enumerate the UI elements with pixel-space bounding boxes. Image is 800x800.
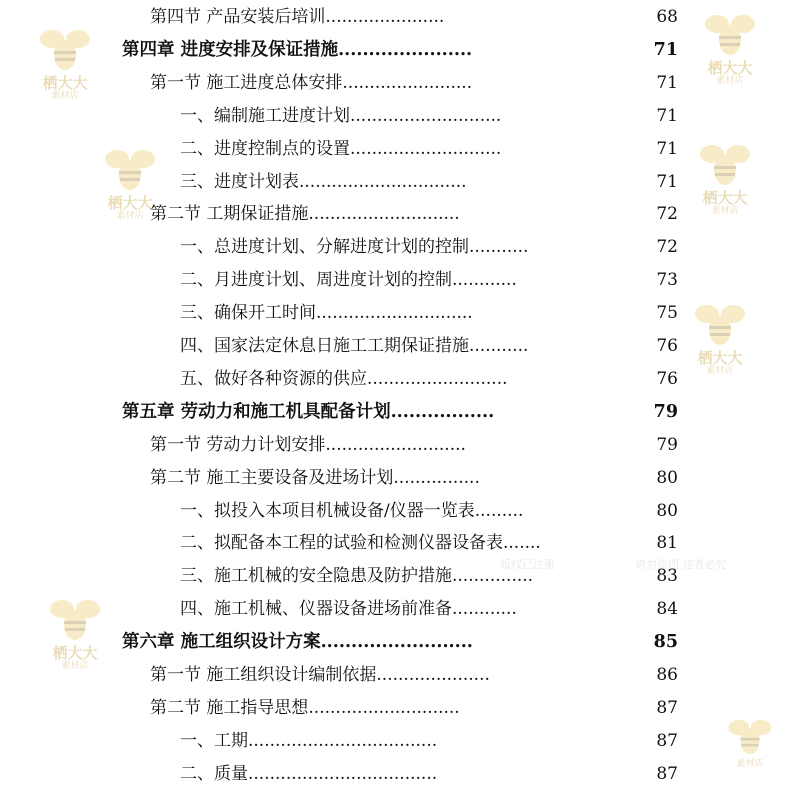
watermark-sub: 素材店	[116, 211, 144, 221]
toc-entry-title: 第二节 工期保证措施............................	[150, 204, 460, 225]
toc-page-number: 71	[656, 72, 678, 93]
watermark-brand: 栖大大	[52, 644, 98, 662]
toc-subsection-row[interactable]	[0, 133, 800, 166]
toc-page-number: 80	[656, 467, 678, 488]
watermark-brand: 栖大大	[107, 194, 153, 212]
toc-entry-title: 第六章 施工组织设计方案.........................	[122, 632, 473, 653]
toc-page-number: 76	[656, 336, 678, 356]
toc-subsection-row[interactable]	[0, 560, 800, 593]
toc-entry-title: 一、工期...................................	[180, 730, 438, 751]
watermark-sub: 素材店	[711, 206, 739, 216]
toc-page-number: 87	[656, 763, 678, 784]
toc-subsection-row[interactable]	[0, 330, 800, 363]
toc-subsection-row[interactable]	[0, 297, 800, 330]
toc-page-number: 75	[656, 303, 678, 324]
watermark-sub: 素材店	[51, 91, 79, 101]
toc-entry-title: 第五章 劳动力和施工机具配备计划.................	[122, 401, 495, 422]
toc-section-row[interactable]	[0, 692, 800, 725]
watermark-brand: 栖大大	[697, 349, 743, 367]
toc-page-number: 84	[656, 599, 678, 620]
toc-subsection-row[interactable]	[0, 166, 800, 199]
toc-entry-title: 一、拟投入本项目机械设备/仪器一览表.........	[180, 500, 524, 521]
watermark-notice-1: 版权已注册	[500, 558, 555, 571]
toc-subsection-row[interactable]	[0, 264, 800, 297]
toc-subsection-row[interactable]	[0, 758, 800, 791]
toc-entry-title: 三、进度计划表...............................	[180, 171, 467, 192]
toc-page-number: 87	[656, 697, 678, 718]
watermark-brand: 栖大大	[702, 189, 748, 207]
toc-entry-title: 五、做好各种资源的供应..........................	[180, 368, 508, 389]
toc-page-number: 86	[656, 665, 678, 685]
toc-entry-title: 四、施工机械、仪器设备进场前准备............	[180, 599, 517, 620]
toc-entry-title: 二、质量...................................	[180, 763, 438, 784]
toc-section-row[interactable]	[0, 659, 800, 692]
toc-section-row[interactable]	[0, 67, 800, 100]
toc-page-number: 73	[656, 270, 678, 291]
toc-subsection-row[interactable]	[0, 725, 800, 758]
toc-page-number: 71	[656, 105, 678, 126]
toc-page-number: 71	[656, 171, 678, 192]
toc-section-row[interactable]	[0, 429, 800, 462]
toc-chapter-row[interactable]	[0, 34, 800, 67]
toc-subsection-row[interactable]	[0, 231, 800, 264]
toc-entry-title: 第一节 施工进度总体安排........................	[150, 72, 473, 93]
toc-page-number: 83	[656, 566, 678, 587]
toc-chapter-row[interactable]	[0, 396, 800, 429]
toc-entry-title: 一、总进度计划、分解进度计划的控制...........	[180, 237, 529, 258]
toc-section-row[interactable]	[0, 198, 800, 231]
toc-entry-title: 第一节 劳动力计划安排..........................	[150, 434, 466, 455]
toc-page-number: 68	[656, 7, 678, 27]
toc-page-number: 81	[656, 533, 678, 554]
toc-entry-title: 二、进度控制点的设置............................	[180, 138, 502, 159]
toc-page-number: 76	[656, 368, 678, 389]
toc-subsection-row[interactable]	[0, 100, 800, 133]
toc-subsection-row[interactable]	[0, 495, 800, 528]
watermark-sub: 素材店	[716, 76, 744, 86]
watermark-brand: 栖大大	[707, 59, 753, 77]
toc-page-number: 79	[656, 434, 678, 455]
watermark-brand: 栖大大	[42, 74, 88, 92]
toc-page-number: 71	[653, 39, 678, 60]
toc-entry-title: 第二节 施工主要设备及进场计划................	[150, 467, 480, 488]
watermark-sub: 素材店	[706, 366, 734, 376]
toc-entry-title: 三、施工机械的安全隐患及防护措施...............	[180, 566, 534, 587]
toc-entry-title: 第四章 进度安排及保证措施......................	[122, 39, 473, 60]
toc-entry-title: 第四节 产品安装后培训......................	[150, 7, 445, 27]
toc-entry-title: 二、拟配备本工程的试验和检测仪器设备表.......	[180, 533, 541, 554]
toc-chapter-row[interactable]	[0, 626, 800, 662]
toc-page-number: 87	[656, 730, 678, 751]
toc-page-number: 85	[653, 632, 678, 653]
toc-page-number: 79	[653, 401, 678, 422]
toc-entry-title: 三、确保开工时间.............................	[180, 303, 473, 324]
toc-page-number: 80	[656, 500, 678, 521]
watermark-sub: 素材店	[61, 661, 89, 671]
toc-page-number: 72	[656, 237, 678, 258]
toc-page-number: 72	[656, 204, 678, 225]
toc-entry-title: 第二节 施工指导思想............................	[150, 697, 460, 718]
toc-section-row[interactable]	[0, 462, 800, 495]
toc-entry-title: 第一节 施工组织设计编制依据.....................	[150, 665, 490, 685]
toc-page-number: 71	[656, 138, 678, 159]
watermark-notice-2: 请勿盗图 违者必究	[635, 558, 727, 571]
toc-subsection-row[interactable]	[0, 527, 800, 560]
toc-section-row[interactable]	[0, 1, 800, 34]
toc-entry-title: 二、月进度计划、周进度计划的控制............	[180, 270, 517, 291]
toc-subsection-row[interactable]	[0, 363, 800, 396]
toc-entry-title: 四、国家法定休息日施工工期保证措施...........	[180, 336, 529, 356]
toc-subsection-row[interactable]	[0, 593, 800, 626]
watermark-sub: 素材店	[736, 759, 764, 769]
toc-entry-title: 一、编制施工进度计划............................	[180, 105, 502, 126]
